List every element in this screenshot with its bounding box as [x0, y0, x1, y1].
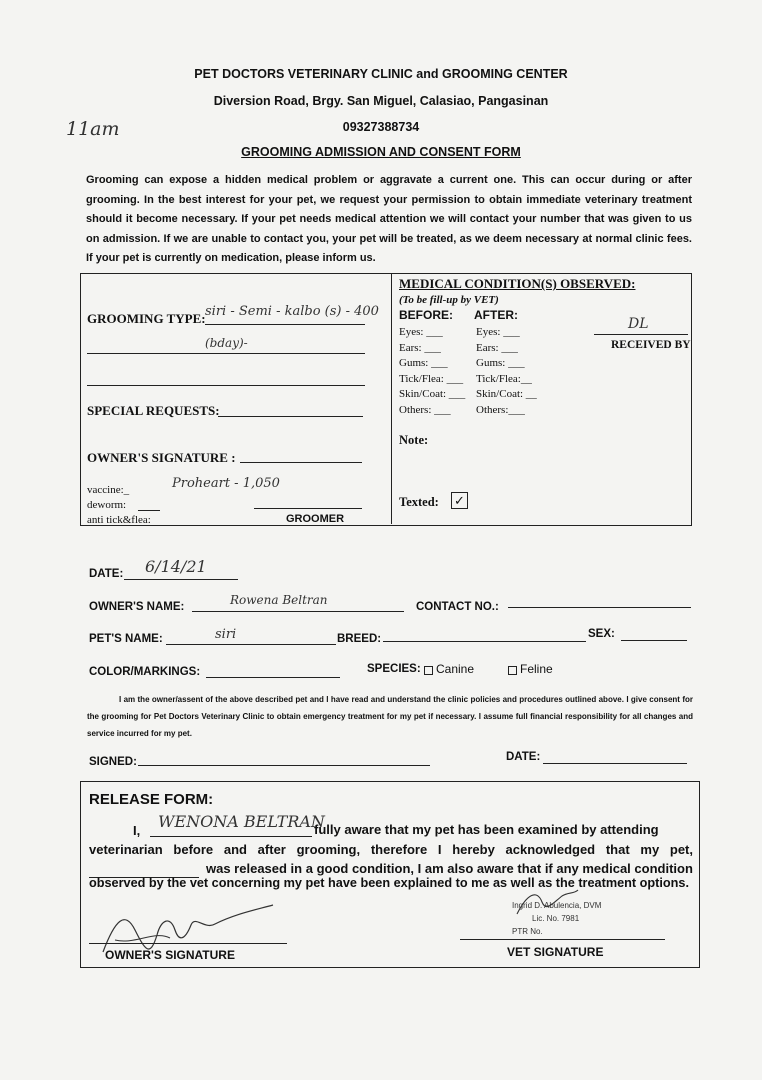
before-item: Gums: ___: [399, 357, 448, 369]
after-label: AFTER:: [474, 308, 518, 322]
contact-label: CONTACT NO.:: [416, 601, 499, 613]
breed-label: BREED:: [337, 633, 382, 645]
after-item: Ears: ___: [476, 341, 518, 354]
release-text-1: fully aware that my pet has been examined by attending: [314, 822, 659, 837]
before-label: BEFORE:: [399, 308, 453, 322]
owner-name-label: OWNER'S NAME:: [89, 601, 185, 613]
vaccine-value[interactable]: Proheart - 1,050: [172, 476, 280, 491]
medical-title: MEDICAL CONDITION(S) OBSERVED:: [399, 276, 636, 291]
before-item: Tick/Flea: ___: [399, 372, 464, 385]
pet-name-line: [166, 644, 336, 645]
pet-name-label: PET'S NAME:: [89, 633, 163, 645]
consent-paragraph: I am the owner/assent of the above described pet and I have read and understand the clinic policies and procedures outlined above. I give consent for the grooming for Pet Doctors Veterinary Clinic to obtain emergency treatment for my pet if necessary. I assume full financial responsibility for all changes and service incurred for my pet.: [87, 695, 693, 738]
after-list: [476, 325, 551, 418]
owner-signature-label: OWNER'S SIGNATURE :: [87, 450, 236, 465]
after-item: Skin/Coat: __: [476, 388, 537, 400]
signed-label: SIGNED:: [89, 756, 137, 768]
deworm-line: [138, 510, 160, 511]
release-text-2: veterinarian before and after grooming, therefore I hereby acknowledged that my pet,: [89, 842, 693, 857]
before-item: Eyes: ___: [399, 326, 443, 338]
release-name-line: [150, 836, 312, 837]
medical-subtitle: (To be fill-up by VET): [399, 294, 499, 306]
clinic-phone: 09327388734: [342, 120, 420, 134]
received-by-value[interactable]: DL: [628, 316, 649, 332]
received-by-label: RECEIVED BY: [611, 339, 691, 351]
vaccine-label: vaccine:_: [87, 484, 130, 496]
release-text-4: observed by the vet concerning my pet have been explained to me as well as the treatment options.: [89, 876, 690, 890]
after-item: Eyes: ___: [476, 326, 520, 338]
sex-label: SEX:: [588, 628, 615, 640]
release-text-3: was released in a good condition, I am also aware that if any medical condition: [206, 861, 693, 876]
groomer-line: [254, 508, 362, 509]
date-value[interactable]: 6/14/21: [145, 557, 207, 576]
owner-sig-label: OWNER'S SIGNATURE: [105, 948, 235, 962]
feline-checkbox[interactable]: [508, 666, 517, 675]
canine-option: Canine: [436, 662, 475, 676]
form-title: GROOMING ADMISSION AND CONSENT FORM: [241, 145, 521, 159]
before-item: Others: ___: [399, 403, 451, 416]
signed-date-label: DATE:: [506, 751, 541, 763]
breed-line: [383, 641, 586, 642]
note-label: Note:: [399, 433, 429, 447]
after-item: Tick/Flea:__: [476, 372, 532, 385]
contact-line: [508, 607, 691, 608]
release-i-label: I,: [133, 823, 141, 838]
release-name-value[interactable]: WENONA BELTRAN: [158, 812, 325, 831]
grooming-type-label: GROOMING TYPE:: [87, 311, 206, 326]
clinic-address: Diversion Road, Brgy. San Miguel, Calasiao, Pangasinan: [213, 94, 549, 108]
grooming-type-value-2[interactable]: (bday)-: [205, 336, 248, 350]
date-label: DATE:: [89, 568, 124, 580]
pet-name-value[interactable]: siri: [215, 627, 237, 642]
texted-checkbox[interactable]: ✓: [451, 492, 468, 509]
grooming-line-3: [87, 385, 365, 386]
before-item: Skin/Coat: ___: [399, 388, 466, 400]
intro-paragraph: Grooming can expose a hidden medical problem or aggravate a current one. This can occur during or after grooming. In the best interest for your pet, we request your permission to obtain immediate veterinary treatment should it become necessary. If your pet needs medical attention we will contact your number that was given to us on admission. If we are unable to contact you, your pet will be treated, as we deem necessary at normal clinic fees. If your pet is currently on medication, please inform us.: [86, 174, 692, 264]
special-requests-label: SPECIAL REQUESTS:: [87, 403, 220, 418]
owner-sig-line: [89, 943, 287, 944]
box-divider: [391, 274, 392, 524]
after-item: Gums: ___: [476, 357, 525, 369]
vet-sig-label: VET SIGNATURE: [507, 945, 604, 959]
signed-date-line: [543, 763, 687, 764]
vet-signature-drawing: [512, 884, 582, 924]
received-by-line: [594, 334, 688, 335]
feline-option: Feline: [520, 662, 553, 676]
vet-stamp-name: Ingrid D. Abulencia, DVM: [512, 901, 602, 910]
grooming-type-line: [205, 324, 365, 325]
sex-line: [621, 640, 687, 641]
special-requests-line: [218, 416, 363, 417]
grooming-type-value[interactable]: siri - Semi - kalbo (s) - 400: [205, 304, 379, 319]
deworm-label: deworm:: [87, 499, 127, 511]
before-item: Ears: ___: [399, 341, 441, 354]
clinic-name: PET DOCTORS VETERINARY CLINIC and GROOMING CENTER: [194, 67, 568, 81]
after-item: Others:___: [476, 403, 525, 416]
canine-checkbox[interactable]: [424, 666, 433, 675]
groomer-label: GROOMER: [286, 513, 345, 525]
vet-sig-line: [460, 939, 665, 940]
owner-name-line: [192, 611, 404, 612]
owner-name-value[interactable]: Rowena Beltran: [230, 593, 328, 607]
margin-note: 11am: [66, 118, 120, 140]
release-title: RELEASE FORM:: [89, 791, 214, 808]
texted-label: Texted:: [399, 495, 439, 509]
vet-stamp-lic: Lic. No. 7981: [532, 914, 580, 923]
color-line: [206, 677, 340, 678]
signed-line: [138, 765, 430, 766]
before-list: [399, 325, 474, 418]
color-label: COLOR/MARKINGS:: [89, 666, 201, 678]
species-label: SPECIES:: [367, 663, 421, 675]
anti-tick-label: anti tick&flea:: [87, 514, 151, 526]
anti-tick-line: [160, 525, 182, 526]
date-line: [124, 579, 238, 580]
vet-stamp-ptr: PTR No.: [512, 927, 543, 936]
grooming-line-2: [87, 353, 365, 354]
owner-signature-line: [240, 462, 362, 463]
